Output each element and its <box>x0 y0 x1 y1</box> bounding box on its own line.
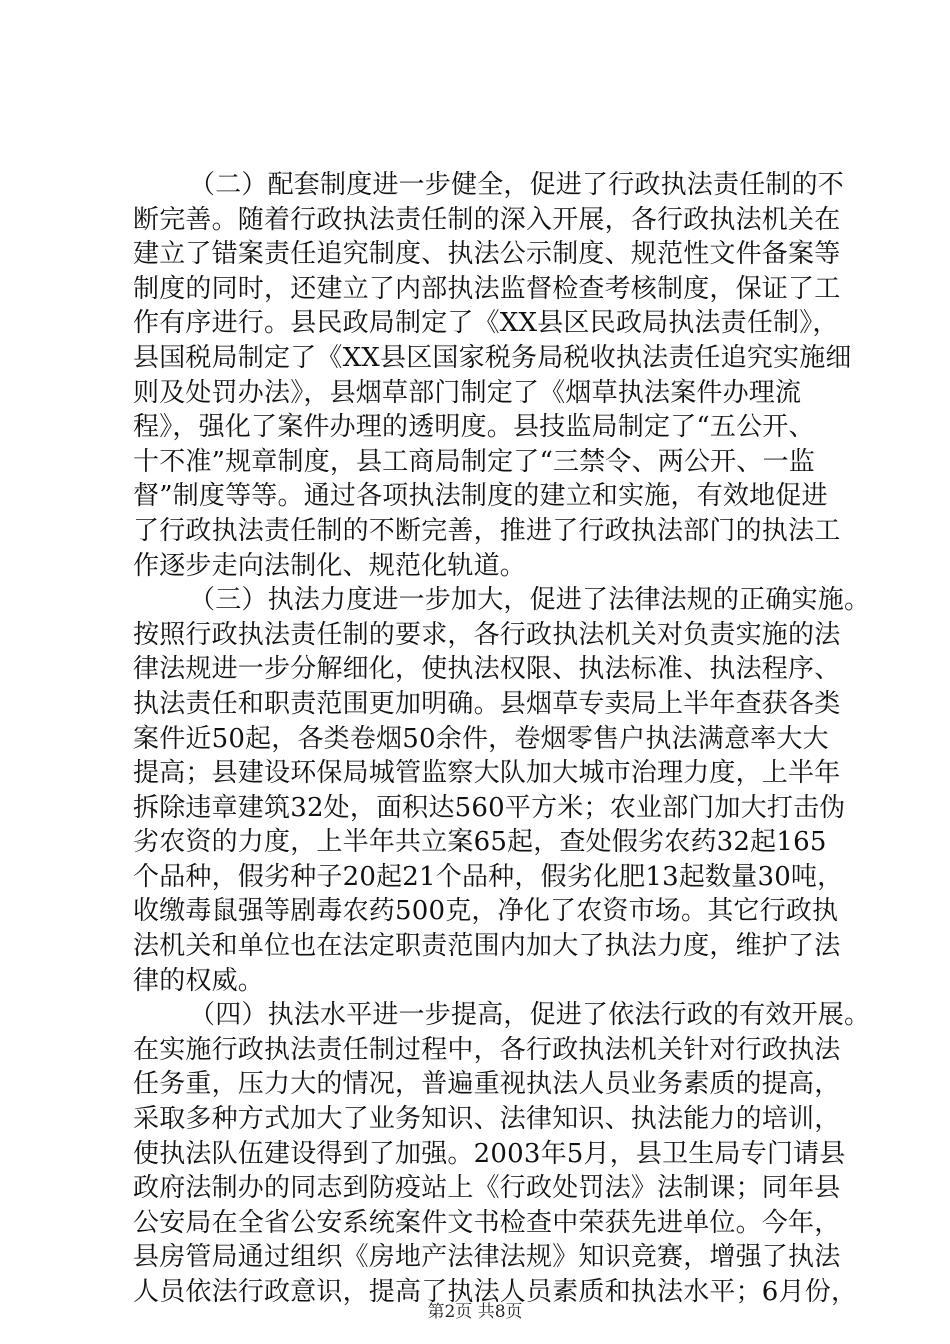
body-text <box>133 168 871 1310</box>
text-line: 采取多种方式加大了业务知识、法律知识、执法能力的培训， <box>133 1104 841 1135</box>
text-line: 提高；县建设环保局城管监察大队加大城市治理力度，上半年 <box>133 758 841 789</box>
text-line: 按照行政执法责任制的要求，各行政执法机关对负责实施的法 <box>133 619 841 650</box>
text-line: 律的权威。 <box>133 965 265 996</box>
text-line: 在实施行政执法责任制过程中，各行政执法机关针对行政执法 <box>133 1034 841 1065</box>
text-line: 公安局在全省公安系统案件文书检查中荣获先进单位。今年， <box>133 1207 841 1238</box>
text-line: 个品种，假劣种子20起21个品种，假劣化肥13起数量30吨， <box>133 861 844 892</box>
text-line: 制度的同时，还建立了内部执法监督检查考核制度，保证了工 <box>133 273 841 304</box>
text-line: 建立了错案责任追究制度、执法公示制度、规范性文件备案等 <box>133 239 841 270</box>
text-line: 则及处罚办法》，县烟草部门制定了《烟草执法案件办理流 <box>133 377 802 408</box>
text-line: 劣农资的力度，上半年共立案65起，查处假劣农药32起165 <box>133 827 827 858</box>
text-line: 作逐步走向法制化、规范化轨道。 <box>133 550 527 581</box>
text-line: 十不准”规章制度，县工商局制定了“三禁令、两公开、一监 <box>133 446 815 477</box>
text-line: （三）执法力度进一步加大，促进了法律法规的正确实施。 <box>189 585 871 616</box>
text-line: 任务重，压力大的情况，普遍重视执法人员业务素质的提高， <box>133 1069 841 1100</box>
text-line: 县房管局通过组织《房地产法律法规》知识竞赛，增强了执法 <box>133 1242 841 1273</box>
text-line: 县国税局制定了《XX县区国家税务局税收执法责任追究实施细 <box>133 342 852 373</box>
text-line: 人员依法行政意识，提高了执法人员素质和执法水平；6月份， <box>133 1277 858 1307</box>
text-line: 拆除违章建筑32处，面积达560平方米；农业部门加大打击伪 <box>133 792 846 823</box>
text-line: 律法规进一步分解细化，使执法权限、执法标准、执法程序、 <box>133 654 841 685</box>
text-line: 法机关和单位也在法定职责范围内加大了执法力度，维护了法 <box>133 931 841 962</box>
text-line: 督”制度等等。通过各项执法制度的建立和实施，有效地促进 <box>133 481 828 512</box>
text-line: 了行政执法责任制的不断完善，推进了行政执法部门的执法工 <box>133 515 841 546</box>
text-line: 案件近50起，各类卷烟50余件，卷烟零售户执法满意率大大 <box>133 723 829 754</box>
text-line: 作有序进行。县民政局制定了《XX县区民政局执法责任制》， <box>133 308 839 339</box>
text-line: （二）配套制度进一步健全，促进了行政执法责任制的不 <box>189 170 845 200</box>
text-line: 收缴毒鼠强等剧毒农药500克，净化了农资市场。其它行政执 <box>133 896 839 927</box>
page-number: 第2页 共8页 <box>427 1302 523 1322</box>
text-line: 政府法制办的同志到防疫站上《行政处罚法》法制课；同年县 <box>133 1173 841 1204</box>
page-footer <box>0 1300 950 1324</box>
text-line: 使执法队伍建设得到了加强。2003年5月，县卫生局专门请县 <box>133 1138 846 1169</box>
text-line: （四）执法水平进一步提高，促进了依法行政的有效开展。 <box>189 1000 871 1031</box>
text-line: 程》，强化了案件办理的透明度。县技监局制定了“五公开、 <box>133 412 815 443</box>
text-line: 执法责任和职责范围更加明确。县烟草专卖局上半年查获各类 <box>133 688 841 719</box>
text-line: 断完善。随着行政执法责任制的深入开展，各行政执法机关在 <box>133 204 841 235</box>
